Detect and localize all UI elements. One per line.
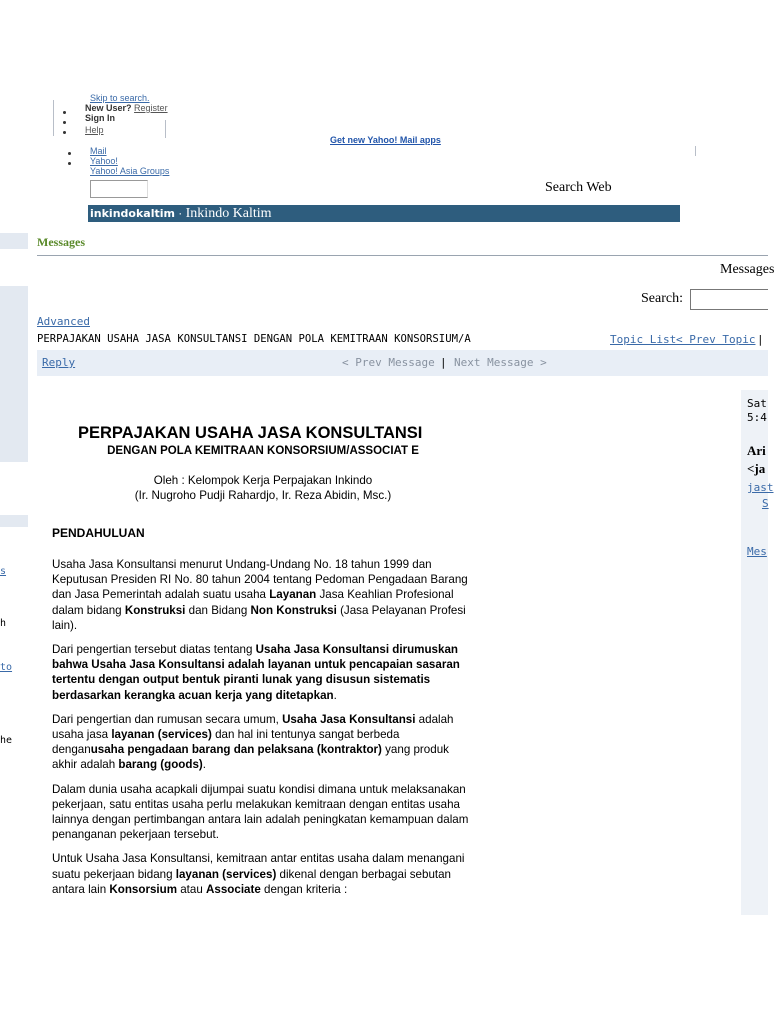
heading-rule [37, 255, 768, 256]
section-heading: PENDAHULUAN [52, 526, 145, 540]
web-search-input[interactable] [90, 180, 148, 198]
topic-nav-separator: | [757, 333, 764, 346]
yahoo-asia-groups-link[interactable]: Yahoo! Asia Groups [90, 166, 170, 176]
paragraph-2: Dari pengertian tersebut diatas tentang Usaha Jasa Konsultansi dirumuskan bahwa Usaha Jasa Konsultansi adalah layanan untuk pencapaian sasaran tertentu dengan output bentuk piranti lunak yang disusun sistematis berdasarkan kerangka acuan kerja yang ditetapkan. [52, 643, 460, 702]
promo-link[interactable]: Get new Yahoo! Mail apps [330, 135, 441, 145]
left-panel-strip [0, 233, 28, 249]
group-name[interactable]: Inkindo Kaltim [185, 206, 272, 221]
topic-list-link[interactable]: Topic List [610, 333, 677, 346]
message-nav-separator: | [440, 356, 447, 369]
help-link[interactable]: Help [85, 125, 104, 135]
author-name: Ari [747, 443, 766, 458]
nav-divider [53, 100, 54, 136]
message-time: 5:4 [747, 411, 767, 424]
mail-link[interactable]: Mail [90, 146, 107, 156]
paragraph-5: Untuk Usaha Jasa Konsultansi, kemitraan antar entitas usaha dalam menangani suatu pekerjaan bidang layanan (services) dikenal dengan berbagai sebutan antara lain Konsorsium atau Associate dengan kriteria : [52, 852, 465, 896]
paragraph-1: Usaha Jasa Konsultansi menurut Undang-Undang No. 18 tahun 1999 dan Keputusan Presiden RI No. 80 tahun 2004 tentang Pedoman Pengadaan Barang dan Jasa Pemerintah adalah suatu usaha Layanan Jasa Keahlian Profesional dalam bidang Konstruksi dan Bidang Non Konstruksi (Jasa Pelayanan Profesi lain). [52, 558, 468, 632]
bullet-icon [68, 162, 71, 165]
left-fragment-text: he [0, 735, 13, 746]
left-fragment-link[interactable]: to [0, 662, 13, 673]
paragraph-3: Dari pengertian dan rumusan secara umum, Usaha Jasa Konsultansi adalah usaha jasa layanan (services) dan hal ini tentunya sangat berbeda denganusaha pengadaan barang dan pelaksana (kontraktor) yang produk akhir adalah barang (goods). [52, 712, 454, 772]
advanced-search-link[interactable]: Advanced [37, 315, 90, 328]
search-label: Search: [641, 291, 683, 306]
new-user-row [85, 103, 168, 113]
bullet-icon [63, 131, 66, 134]
send-email-link[interactable]: S [762, 497, 769, 510]
left-fragment-text: h [0, 618, 7, 629]
article-title: PERPAJAKAN USAHA JASA KONSULTANSI [78, 424, 423, 442]
topic-title: PERPAJAKAN USAHA JASA KONSULTANSI DENGAN POLA KEMITRAAN KONSORSIUM/A [37, 333, 471, 345]
register-link[interactable]: Register [134, 103, 168, 113]
bullet-icon [63, 111, 66, 114]
left-panel-strip [0, 515, 28, 527]
bullet-icon [63, 121, 66, 124]
sign-in-link[interactable]: Sign In [85, 113, 115, 123]
article-subtitle: DENGAN POLA KEMITRAAN KONSORSIUM/ASSOCIAT E [107, 445, 419, 457]
article-body [52, 557, 474, 906]
group-id[interactable]: inkindokaltim [90, 207, 175, 220]
reply-button[interactable]: Reply [42, 356, 76, 369]
nav-divider-mid [165, 120, 166, 138]
prev-topic-link[interactable]: < Prev Topic [676, 333, 756, 346]
group-search-input[interactable] [690, 289, 768, 310]
next-message-link[interactable]: Next Message > [454, 356, 547, 369]
skip-to-search-link[interactable]: Skip to search. [90, 93, 150, 103]
author-email-partial: <ja [747, 461, 766, 476]
left-fragment-link[interactable]: s [0, 566, 7, 577]
nav-divider-right [695, 146, 696, 156]
messages-in-topic-link[interactable]: Mes [747, 545, 767, 558]
message-date: Sat [747, 397, 767, 410]
bullet-icon [68, 152, 71, 155]
paragraph-4: Dalam dunia usaha acapkali dijumpai suatu kondisi dimana untuk melaksanakan pekerjaan, satu entitas usaha perlu melakukan kemitraan dengan entitas usaha lainnya dengan pertimbangan antara lain adalah peningkatan kemampuan dalam penanganan pekerjaan tersebut. [52, 782, 469, 842]
yahoo-link[interactable]: Yahoo! [90, 156, 118, 166]
author-email-link[interactable]: jast [747, 481, 774, 494]
messages-label-right: Messages [720, 262, 774, 277]
banner-separator: · [178, 206, 183, 220]
prev-message-link[interactable]: < Prev Message [342, 356, 435, 369]
left-panel-block [0, 286, 28, 462]
messages-heading: Messages [37, 235, 85, 249]
article-author-line1: Oleh : Kelompok Kerja Perpajakan Inkindo [153, 474, 373, 487]
group-banner [88, 205, 680, 222]
new-user-label: New User? [85, 103, 132, 113]
search-web-label: Search Web [545, 180, 612, 195]
article-author-line2: (Ir. Nugroho Pudji Rahardjo, Ir. Reza Abidin, Msc.) [134, 489, 392, 502]
